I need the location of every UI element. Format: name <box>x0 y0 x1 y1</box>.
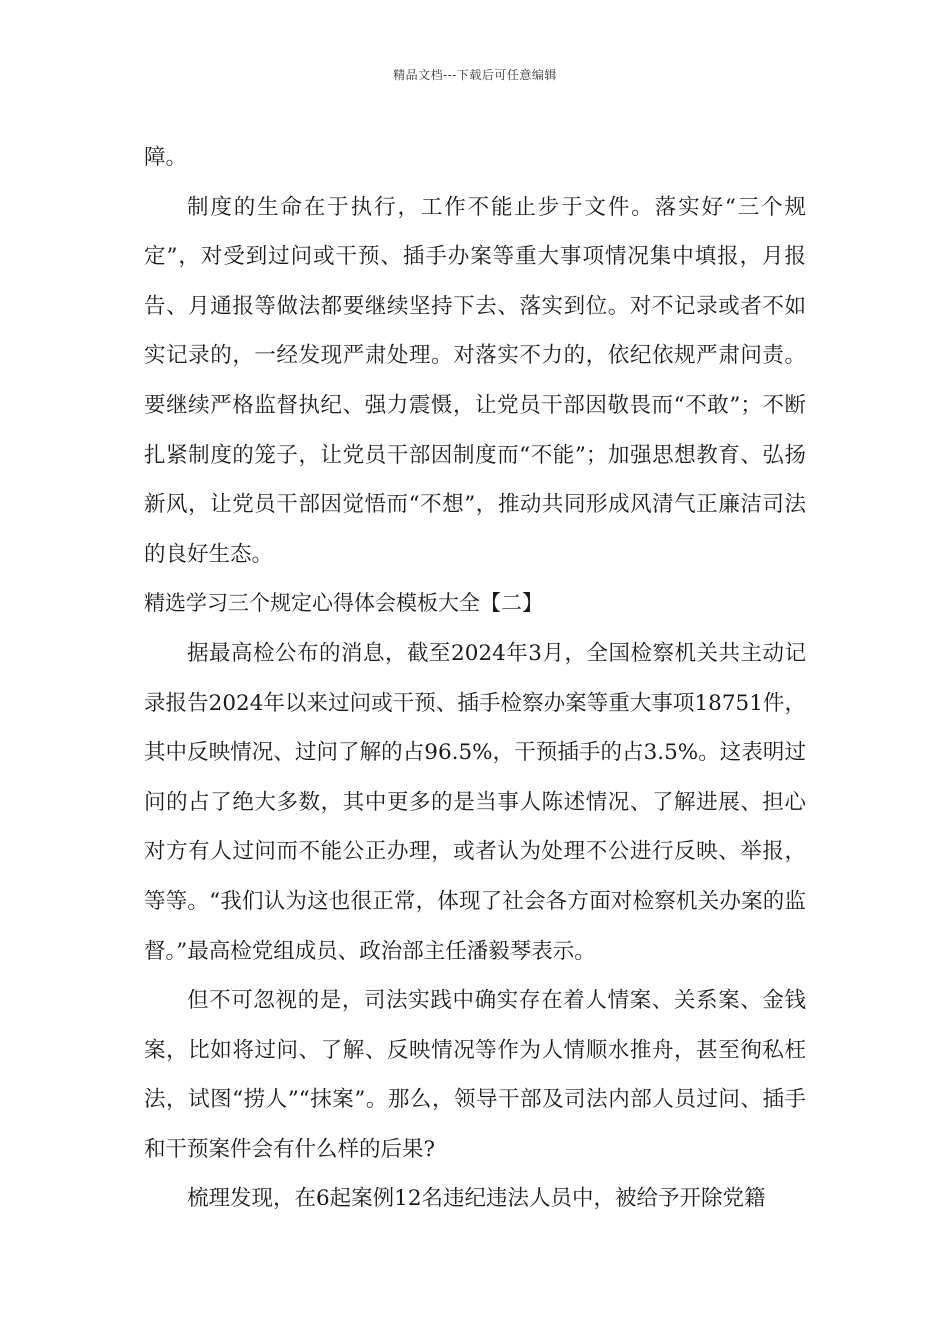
document-body <box>144 133 806 1224</box>
paragraph-statistics: 据最高检公布的消息，截至2024年3月，全国检察机关共主动记录报告2024年以来过问或干预、插手检察办案等重大事项18751件，其中反映情况、过问了解的占96.5%，干预插手的占3.5%。这表明过问的占了绝大多数，其中更多的是当事人陈述情况、了解进展、担心对方有人过问而不能公正办理，或者认为处理不公进行反映、举报，等等。“我们认为这也很正常，体现了社会各方面对检察机关办案的监督。”最高检党组成员、政治部主任潘毅琴表示。 <box>144 640 806 964</box>
paragraph-continuation: 障。 <box>144 145 188 170</box>
paragraph-cases: 梳理发现，在6起案例12名违纪违法人员中，被给予开除党籍 <box>187 1186 766 1212</box>
paragraph-implementation: 制度的生命在于执行，工作不能止步于文件。落实好“三个规定”，对受到过问或干预、插手办案等重大事项情况集中填报，月报告、月通报等做法都要继续坚持下去、落实到位。对不记录或者不如实记录的，一经发现严肃处理。对落实不力的，依纪依规严肃问责。要继续严格监督执纪、强力震慑，让党员干部因敬畏而“不敢”；不断扎紧制度的笼子，让党员干部因制度而“不能”；加强思想教育、弘扬新风，让党员干部因觉悟而“不想”，推动共同形成风清气正廉洁司法的良好生态。 <box>144 194 806 567</box>
section-heading: 精选学习三个规定心得体会模板大全【二】 <box>144 591 543 616</box>
paragraph-consequences: 但不可忽视的是，司法实践中确实存在着人情案、关系案、金钱案，比如将过问、了解、反映情况等作为人情顺水推舟，甚至徇私枉法，试图“捞人”“抹案”。那么，领导干部及司法内部人员过问、插手和干预案件会有什么样的后果? <box>144 988 806 1162</box>
page-header: 精品文档---下载后可任意编辑 <box>393 68 557 82</box>
